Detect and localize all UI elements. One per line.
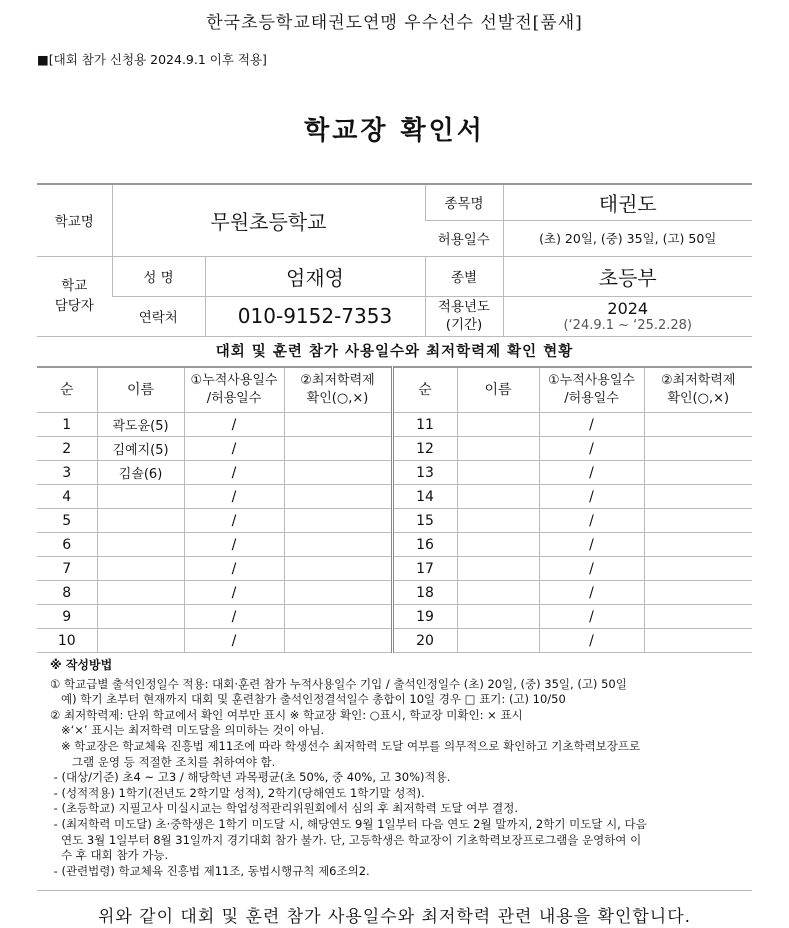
instruction-line: 수 후 대회 참가 가능. bbox=[50, 848, 169, 863]
row-no-right: 11 bbox=[392, 413, 457, 437]
year-period: (‘24.9.1 ~ ‘25.2.28) bbox=[563, 318, 693, 333]
category-label: 종별 bbox=[425, 256, 503, 296]
confirm-statement: 위와 같이 대회 및 훈련 참가 사용일수와 최저학력 관련 내용을 확인합니다. bbox=[97, 907, 692, 927]
row-no-right: 17 bbox=[392, 557, 457, 581]
instruction-line: 연도 3월 1일부터 8월 31일까지 경기대회 참가 불가. 단, 고등학생은 학교장이 기초학력보장프로그램을 운영하여 이 bbox=[50, 832, 642, 847]
header-days-left: ①누적사용일수 /허용일수 bbox=[184, 367, 284, 413]
row-days-left: / bbox=[184, 533, 284, 557]
year-cell bbox=[503, 296, 752, 336]
header-no-left: 순 bbox=[37, 367, 97, 413]
status-table bbox=[37, 366, 752, 653]
row-min-right bbox=[644, 413, 752, 437]
row-no-right: 16 bbox=[392, 533, 457, 557]
row-no-right: 18 bbox=[392, 581, 457, 605]
row-name-right bbox=[457, 605, 539, 629]
row-days-right: / bbox=[539, 485, 644, 509]
instruction-line: ※‘×’ 표시는 최저학력 미도달을 의미하는 것이 아님. bbox=[50, 723, 325, 738]
row-name-right bbox=[457, 413, 539, 437]
table-row bbox=[37, 509, 752, 533]
year-value: 2024 bbox=[607, 299, 649, 318]
row-days-left: / bbox=[184, 461, 284, 485]
contact-value: 010-9152-7353 bbox=[205, 296, 425, 336]
instruction-line: - (성적적용) 1학기(전년도 2학기말 성적), 2학기(당해연도 1학기말 성적). bbox=[50, 785, 425, 800]
row-no-right: 15 bbox=[392, 509, 457, 533]
instruction-line: - (최저학력 미도달) 초·중학생은 1학기 미도달 시, 해당연도 9월 1일부터 다음 연도 2월 말까지, 2학기 미도달 시, 다음 bbox=[50, 816, 647, 831]
allowed-days-value: (초) 20일, (중) 35일, (고) 50일 bbox=[503, 220, 752, 256]
row-no-left: 9 bbox=[37, 605, 97, 629]
row-min-right bbox=[644, 509, 752, 533]
row-name-left bbox=[97, 485, 184, 509]
row-min-right bbox=[644, 437, 752, 461]
row-min-left bbox=[284, 557, 392, 581]
table-row bbox=[37, 461, 752, 485]
row-min-right bbox=[644, 581, 752, 605]
row-no-left: 6 bbox=[37, 533, 97, 557]
table-row bbox=[37, 557, 752, 581]
instruction-line: ① 학교급별 출석인정일수 적용: 대회·훈련 참가 누적사용일수 기입 / 출석인정일수 (초) 20일, (중) 35일, (고) 50일 bbox=[50, 676, 627, 691]
row-min-right bbox=[644, 605, 752, 629]
header-days-right: ①누적사용일수 /허용일수 bbox=[539, 367, 644, 413]
row-min-left bbox=[284, 533, 392, 557]
row-no-left: 7 bbox=[37, 557, 97, 581]
table-row bbox=[37, 605, 752, 629]
year-label: 적용년도 (기간) bbox=[425, 296, 503, 336]
row-name-left bbox=[97, 605, 184, 629]
instruction-line: - (대상/기준) 초4 ~ 고3 / 해당학년 과목평균(초 50%, 중 40%, 고 30%)적용. bbox=[50, 770, 451, 785]
row-days-left: / bbox=[184, 629, 284, 653]
instructions bbox=[50, 658, 647, 879]
row-name-left: 곽도윤(5) bbox=[97, 413, 184, 437]
row-no-right: 13 bbox=[392, 461, 457, 485]
name-label: 성 명 bbox=[112, 256, 205, 296]
name-value: 엄재영 bbox=[205, 256, 425, 296]
row-no-left: 2 bbox=[37, 437, 97, 461]
row-min-right bbox=[644, 533, 752, 557]
table-row bbox=[37, 581, 752, 605]
instruction-line: - (초등학교) 지필고사 미실시교는 학업성적관리위원회에서 심의 후 최저학력 도달 여부 결정. bbox=[50, 801, 519, 816]
row-days-right: / bbox=[539, 629, 644, 653]
school-label: 학교명 bbox=[37, 184, 112, 256]
row-no-left: 8 bbox=[37, 581, 97, 605]
header-name-left: 이름 bbox=[97, 367, 184, 413]
row-name-right bbox=[457, 533, 539, 557]
application-note: ■[대회 참가 신청용 2024.9.1 이후 적용] bbox=[37, 52, 267, 67]
row-min-right bbox=[644, 557, 752, 581]
row-no-left: 3 bbox=[37, 461, 97, 485]
row-name-left: 김솔(6) bbox=[97, 461, 184, 485]
instruction-line: ※ 학교장은 학교체육 진흥법 제11조에 따라 학생선수 최저학력 도달 여부를 의무적으로 확인하고 기초학력보장프로 bbox=[50, 738, 641, 753]
row-days-left: / bbox=[184, 437, 284, 461]
row-name-right bbox=[457, 557, 539, 581]
row-no-left: 4 bbox=[37, 485, 97, 509]
table-row bbox=[37, 437, 752, 461]
contact-label: 연락처 bbox=[112, 296, 205, 336]
row-no-right: 12 bbox=[392, 437, 457, 461]
row-days-left: / bbox=[184, 413, 284, 437]
row-days-right: / bbox=[539, 509, 644, 533]
row-name-left bbox=[97, 533, 184, 557]
row-name-right bbox=[457, 461, 539, 485]
row-name-left: 김예지(5) bbox=[97, 437, 184, 461]
row-min-right bbox=[644, 629, 752, 653]
instruction-line: 그램 운영 등 적절한 조치를 취하여야 함. bbox=[50, 754, 276, 769]
row-name-right bbox=[457, 485, 539, 509]
table-row bbox=[37, 485, 752, 509]
row-days-right: / bbox=[539, 413, 644, 437]
row-no-right: 19 bbox=[392, 605, 457, 629]
allowed-days-label: 허용일수 bbox=[425, 220, 503, 256]
row-min-left bbox=[284, 485, 392, 509]
row-min-right bbox=[644, 485, 752, 509]
row-no-right: 14 bbox=[392, 485, 457, 509]
row-days-right: / bbox=[539, 461, 644, 485]
row-days-left: / bbox=[184, 605, 284, 629]
row-min-left bbox=[284, 413, 392, 437]
instructions-lines bbox=[50, 677, 647, 880]
row-name-right bbox=[457, 629, 539, 653]
row-min-left bbox=[284, 629, 392, 653]
table-row bbox=[37, 629, 752, 653]
row-min-left bbox=[284, 605, 392, 629]
school-value: 무원초등학교 bbox=[112, 184, 425, 256]
header-min-right: ②최저학력제 확인(○,×) bbox=[644, 367, 752, 413]
row-min-left bbox=[284, 509, 392, 533]
row-days-right: / bbox=[539, 533, 644, 557]
event-title: 한국초등학교태권도연맹 우수선수 선발전[품새] bbox=[206, 13, 583, 33]
row-days-right: / bbox=[539, 605, 644, 629]
category-value: 초등부 bbox=[503, 256, 752, 296]
row-days-right: / bbox=[539, 437, 644, 461]
sport-value: 태권도 bbox=[503, 184, 752, 220]
table-row bbox=[37, 533, 752, 557]
row-days-left: / bbox=[184, 509, 284, 533]
sport-label: 종목명 bbox=[425, 184, 503, 220]
row-name-right bbox=[457, 437, 539, 461]
instruction-line: 예) 학기 초부터 현재까지 대회 및 훈련참가 출석인정결석일수 총합이 10일 경우 □ 표기: (고) 10/50 bbox=[50, 692, 566, 707]
row-days-left: / bbox=[184, 581, 284, 605]
instruction-line: - (관련법령) 학교체육 진흥법 제11조, 동법시행규칙 제6조의2. bbox=[50, 863, 370, 878]
manager-label: 학교 담당자 bbox=[37, 256, 112, 336]
instructions-heading: ※ 작성방법 bbox=[50, 658, 113, 672]
row-name-right bbox=[457, 509, 539, 533]
row-no-right: 20 bbox=[392, 629, 457, 653]
header-name-right: 이름 bbox=[457, 367, 539, 413]
row-no-left: 1 bbox=[37, 413, 97, 437]
header-no-right: 순 bbox=[392, 367, 457, 413]
row-days-right: / bbox=[539, 581, 644, 605]
row-name-left bbox=[97, 509, 184, 533]
instruction-line: ② 최저학력제: 단위 학교에서 확인 여부만 표시 ※ 학교장 확인: ○표시, 학교장 미확인: × 표시 bbox=[50, 707, 523, 722]
row-no-left: 10 bbox=[37, 629, 97, 653]
divider bbox=[37, 890, 752, 891]
table-row bbox=[37, 413, 752, 437]
row-days-left: / bbox=[184, 557, 284, 581]
row-min-left bbox=[284, 437, 392, 461]
row-min-left bbox=[284, 581, 392, 605]
row-min-right bbox=[644, 461, 752, 485]
row-no-left: 5 bbox=[37, 509, 97, 533]
row-name-left bbox=[97, 629, 184, 653]
info-table bbox=[37, 183, 752, 337]
row-days-right: / bbox=[539, 557, 644, 581]
row-name-right bbox=[457, 581, 539, 605]
section-title: 대회 및 훈련 참가 사용일수와 최저학력제 확인 현황 bbox=[215, 344, 574, 360]
row-days-left: / bbox=[184, 485, 284, 509]
row-name-left bbox=[97, 581, 184, 605]
row-name-left bbox=[97, 557, 184, 581]
document-title: 학교장 확인서 bbox=[304, 116, 485, 146]
header-min-left: ②최저학력제 확인(○,×) bbox=[284, 367, 392, 413]
row-min-left bbox=[284, 461, 392, 485]
